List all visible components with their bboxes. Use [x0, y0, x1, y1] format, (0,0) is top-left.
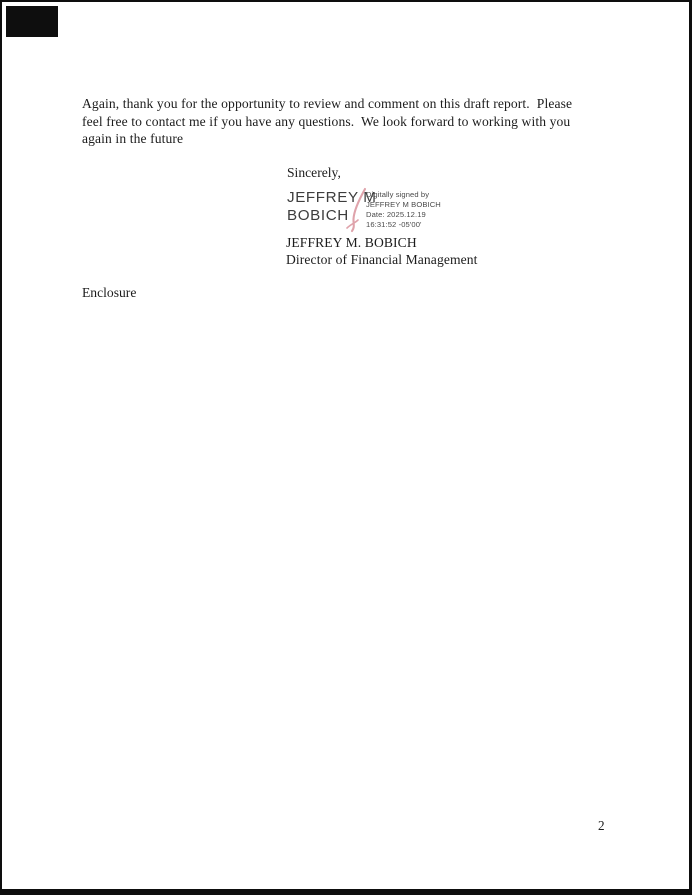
closing-paragraph [82, 95, 627, 148]
digital-signature-detail-line: Date: 2025.12.19 [366, 210, 426, 220]
scan-border-bottom [0, 889, 692, 895]
digital-signature-detail-line: JEFFREY M BOBICH [366, 200, 441, 210]
page-number: 2 [598, 818, 605, 833]
paragraph-line: Again, thank you for the opportunity to review and comment on this draft report. Please [82, 96, 573, 111]
digital-signature-detail-line: Digitally signed by [366, 190, 430, 199]
enclosure-note: Enclosure [82, 285, 137, 300]
digital-signature-name-line2: BOBICH [287, 207, 349, 225]
scan-corner-mark [6, 6, 58, 37]
scan-border-top [0, 0, 692, 2]
paragraph-line: feel free to contact me if you have any questions. We look forward to working with you [82, 113, 571, 129]
valediction: Sincerely, [287, 165, 341, 180]
digital-signature-name-line1: JEFFREY M [287, 189, 377, 206]
signer-title: Director of Financial Management [286, 252, 478, 268]
digital-signature-detail-line: 16:31:52 -05'00' [366, 220, 422, 230]
paragraph-line: again in the future [82, 131, 184, 147]
digital-signature-details [366, 190, 441, 230]
signer-name: JEFFREY M. BOBICH [286, 235, 417, 250]
scan-border-left [0, 0, 2, 895]
signer-block [286, 234, 478, 268]
